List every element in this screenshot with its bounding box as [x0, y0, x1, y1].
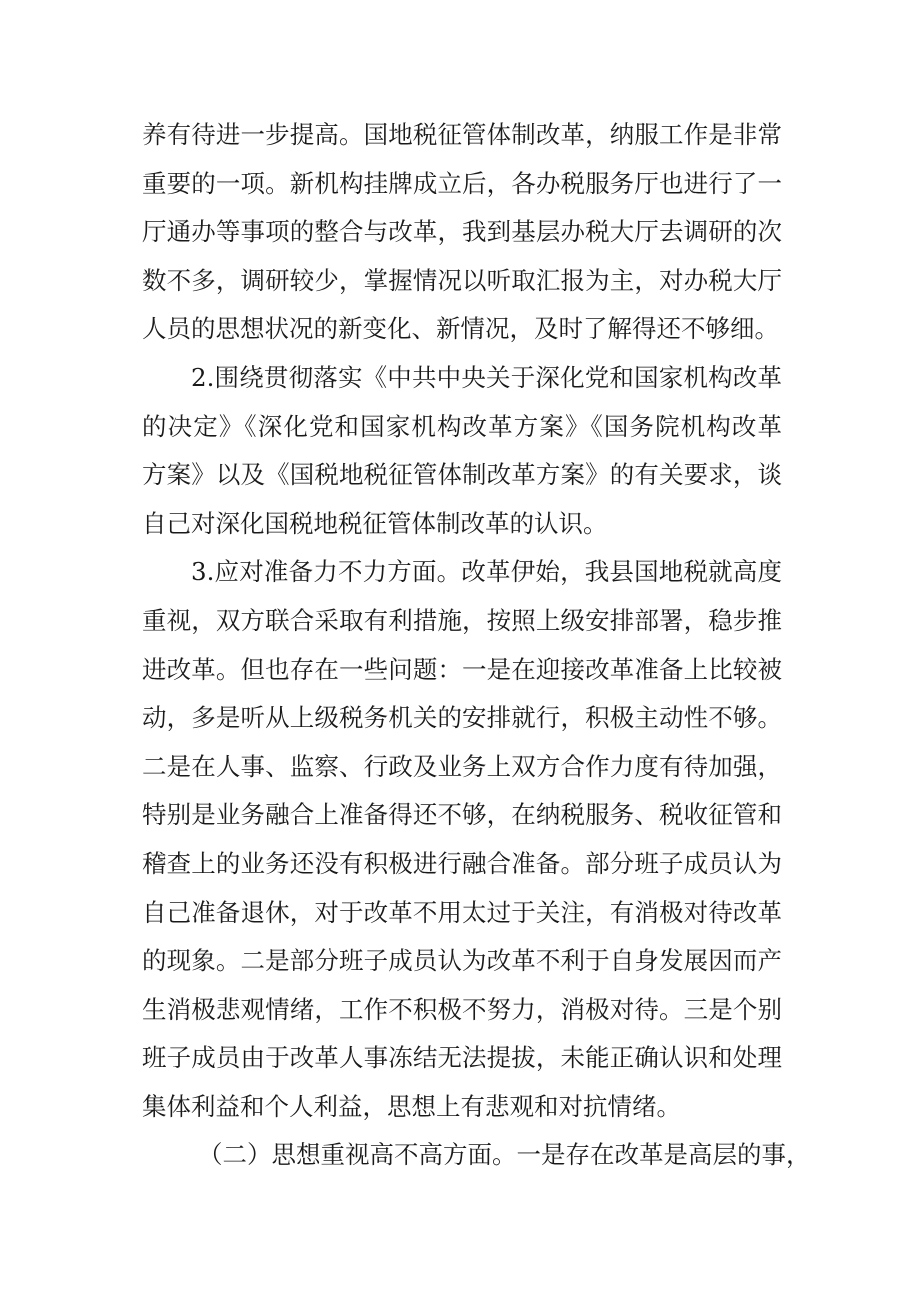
text-line: 养有待进一步提高。国地税征管体制改革，纳服工作是非常: [142, 120, 782, 149]
text-line: 的现象。二是部分班子成员认为改革不利于自身发展因而产: [142, 946, 782, 976]
text-line: 特别是业务融合上准备得还不够，在纳税服务、税收征管和: [142, 800, 782, 830]
text-line: 自己准备退休，对于改革不用太过于关注，有消极对待改革: [142, 897, 782, 927]
paragraph-start-2: 2.围绕贯彻落实《中共中央关于深化党和国家机构改革: [191, 362, 782, 392]
text-line: 动，多是听从上级税务机关的安排就行，积极主动性不够。: [142, 703, 782, 733]
text-line: 人员的思想状况的新变化、新情况，及时了解得还不够细。: [142, 314, 779, 344]
body-text: [142, 111, 811, 1180]
text-line: 生消极悲观情绪，工作不积极不努力，消极对待。三是个别: [142, 994, 782, 1024]
text-line: 方案》以及《国税地税征管体制改革方案》的有关要求，谈: [142, 460, 782, 490]
text-line: 数不多，调研较少，掌握情况以听取汇报为主，对办税大厅: [142, 265, 782, 295]
text-line: 进改革。但也存在一些问题：一是在迎接改革准备上比较被: [142, 654, 782, 684]
text-line: 集体利益和个人利益，思想上有悲观和对抗情绪。: [142, 1091, 681, 1121]
text-line: 厅通办等事项的整合与改革，我到基层办税大厅去调研的次: [142, 217, 782, 247]
paragraph-start-3: 3.应对准备力不力方面。改革伊始，我县国地税就高度: [191, 557, 782, 587]
text-line: 的决定》《深化党和国家机构改革方案》《国务院机构改革: [142, 411, 782, 441]
text-line: 二是在人事、监察、行政及业务上双方合作力度有待加强，: [142, 751, 782, 781]
text-line: 重视，双方联合采取有利措施，按照上级安排部署，稳步推: [142, 605, 782, 635]
text-line: 重要的一项。新机构挂牌成立后，各办税服务厅也进行了一: [142, 168, 782, 198]
text-line: 稽查上的业务还没有积极进行融合准备。部分班子成员认为: [142, 848, 782, 878]
section-heading-2: （二）思想重视高不高方面。一是存在改革是高层的事，: [198, 1140, 811, 1170]
text-line: 自己对深化国税地税征管体制改革的认识。: [142, 508, 608, 538]
text-line: 班子成员由于改革人事冻结无法提拔，未能正确认识和处理: [142, 1043, 782, 1073]
